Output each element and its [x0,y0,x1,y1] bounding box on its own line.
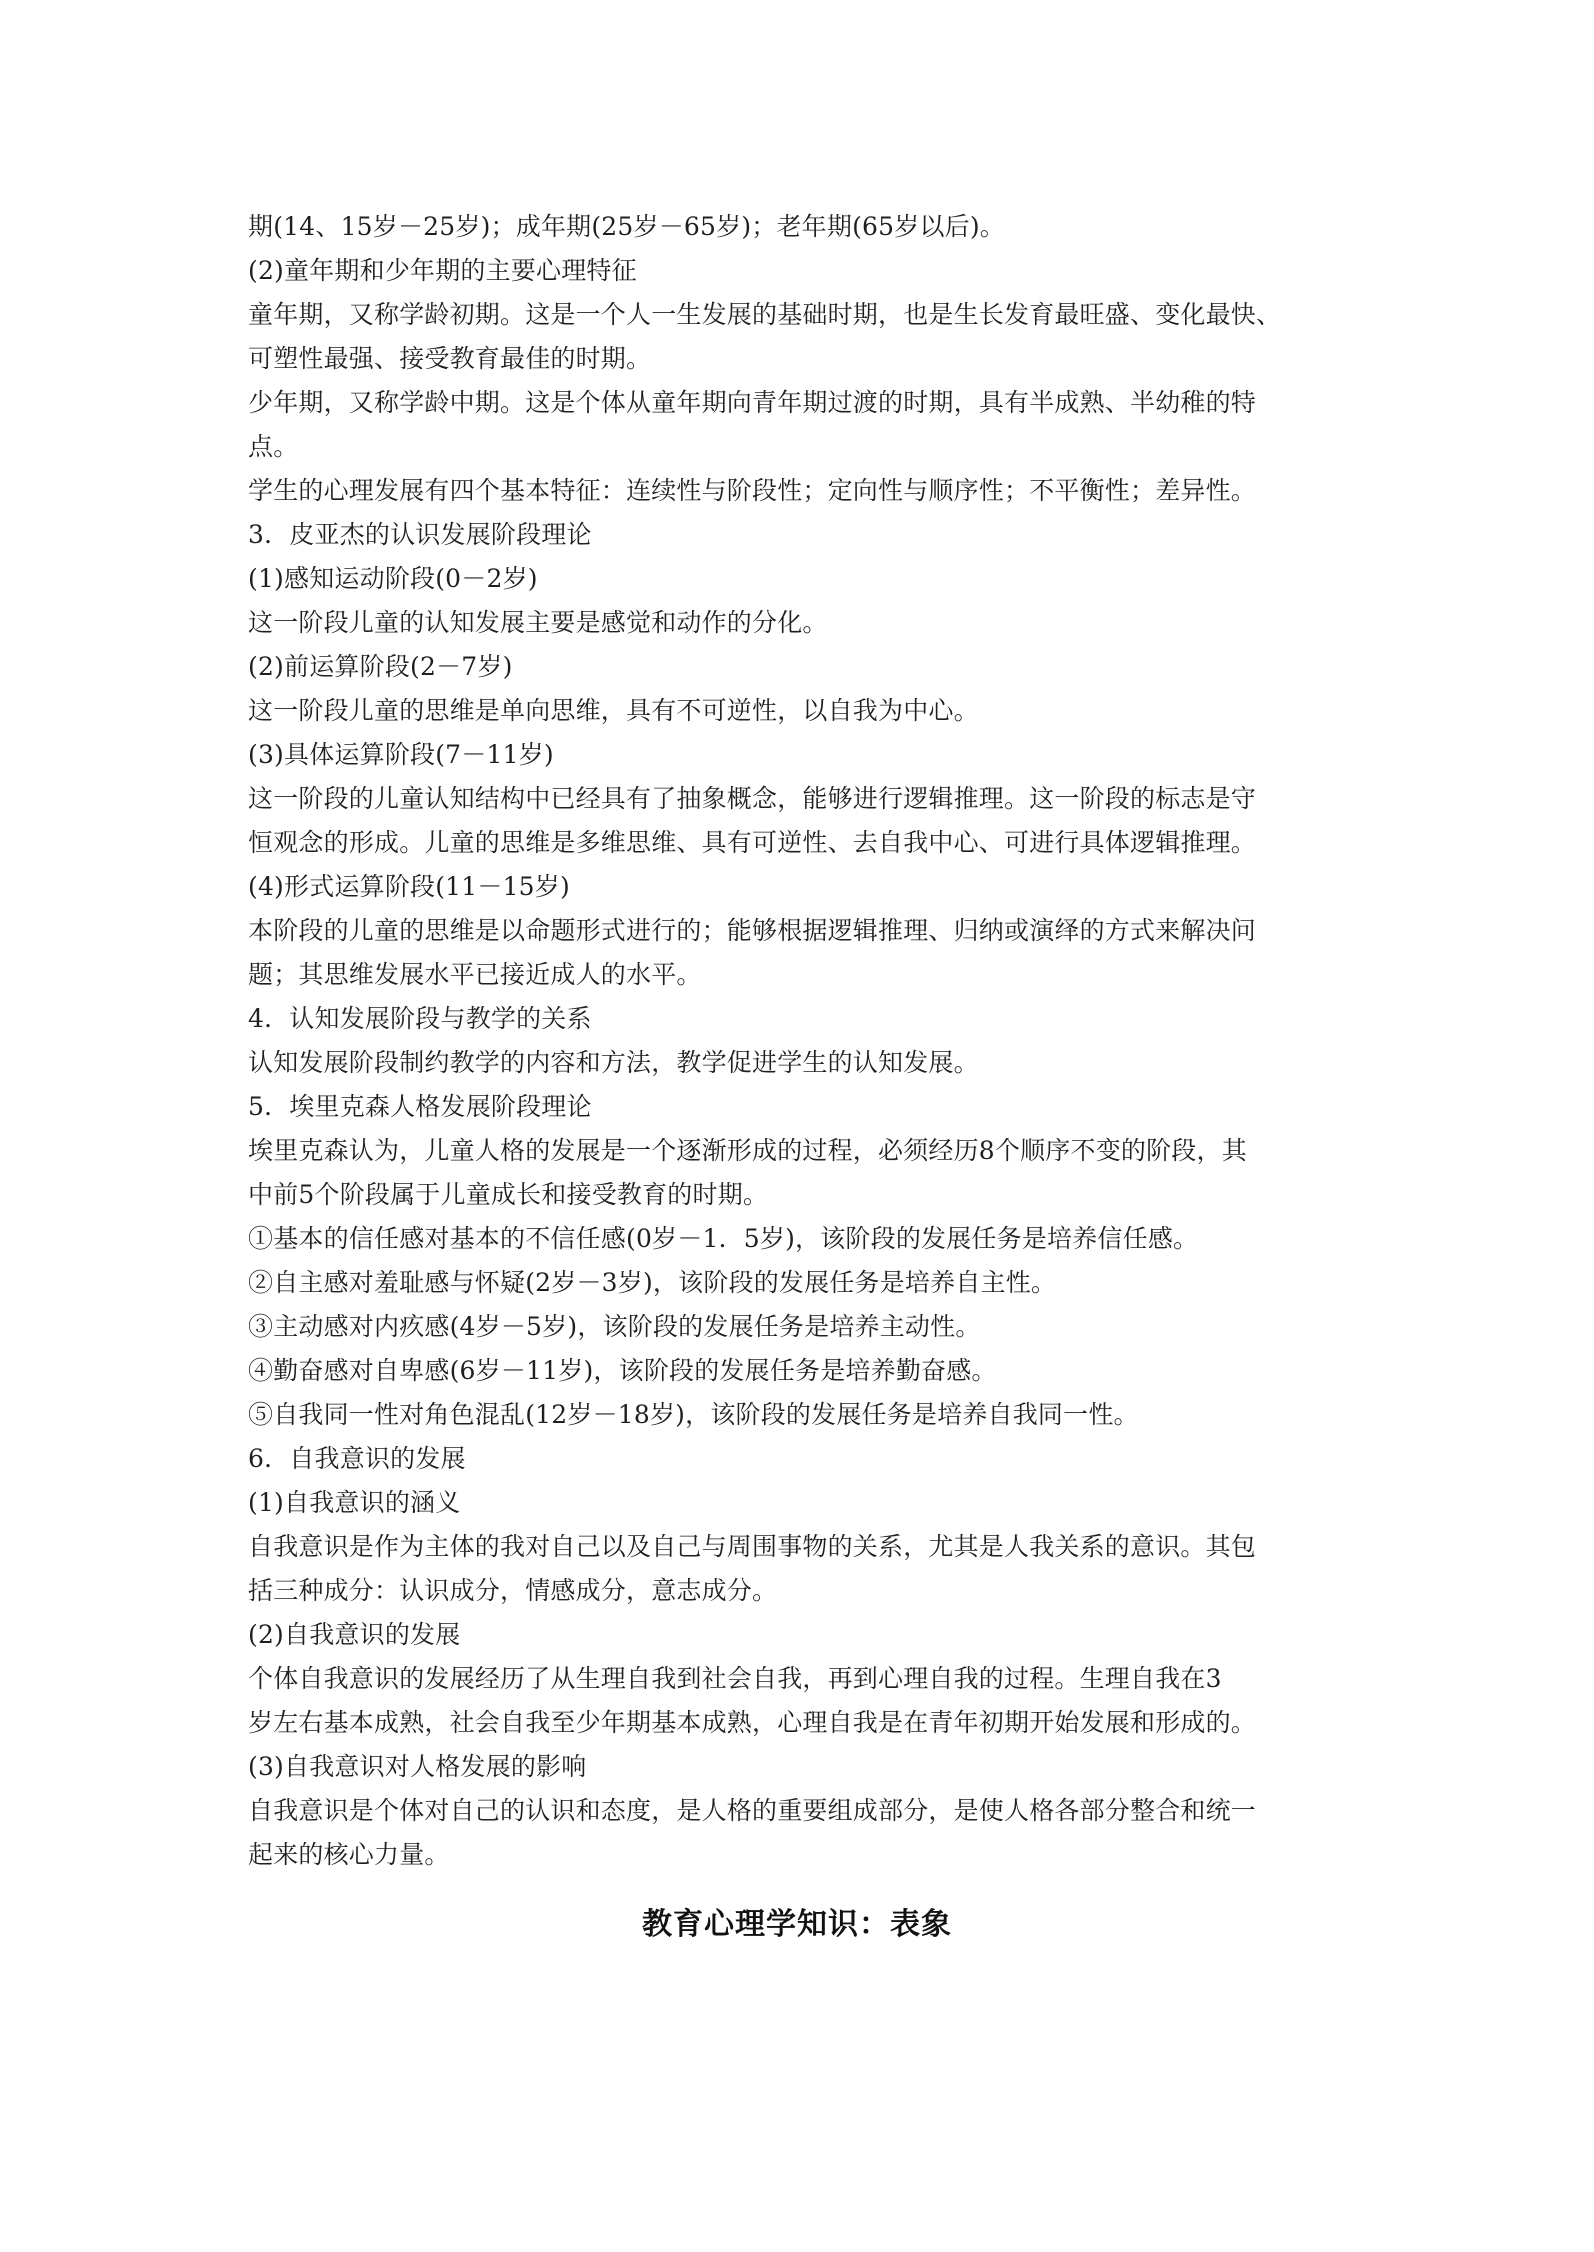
text-line: 6．自我意识的发展 [248,1444,466,1473]
text-line: 这一阶段的儿童认知结构中已经具有了抽象概念，能够进行逻辑推理。这一阶段的标志是守 [248,784,1257,813]
text-line: 个体自我意识的发展经历了从生理自我到社会自我，再到心理自我的过程。生理自我在3 [248,1664,1222,1693]
text-line: (2)自我意识的发展 [248,1620,461,1649]
text-line: 岁左右基本成熟，社会自我至少年期基本成熟，心理自我是在青年初期开始发展和形成的。 [248,1708,1257,1737]
section-title: 教育心理学知识：表象 [642,1907,952,1942]
text-line: (2)前运算阶段(2－7岁) [248,652,513,681]
text-line: 自我意识是作为主体的我对自己以及自己与周围事物的关系，尤其是人我关系的意识。其包 [248,1532,1257,1561]
text-line: (2)童年期和少年期的主要心理特征 [248,256,637,285]
text-line: 童年期，又称学龄初期。这是一个人一生发展的基础时期，也是生长发育最旺盛、变化最快、 [248,300,1282,329]
text-line: (1)感知运动阶段(0－2岁) [248,564,538,593]
text-line: 3．皮亚杰的认识发展阶段理论 [248,520,592,549]
text-line: ②自主感对羞耻感与怀疑(2岁－3岁)，该阶段的发展任务是培养自主性。 [248,1268,1057,1297]
text-line: 5．埃里克森人格发展阶段理论 [248,1092,592,1121]
text-line: 可塑性最强、接受教育最佳的时期。 [248,344,652,373]
text-line: 恒观念的形成。儿童的思维是多维思维、具有可逆性、去自我中心、可进行具体逻辑推理。 [248,828,1257,857]
text-line: ①基本的信任感对基本的不信任感(0岁－1．5岁)，该阶段的发展任务是培养信任感。 [248,1224,1199,1253]
text-line: ⑤自我同一性对角色混乱(12岁－18岁)，该阶段的发展任务是培养自我同一性。 [248,1400,1139,1429]
text-line: 4．认知发展阶段与教学的关系 [248,1004,592,1033]
text-line: (1)自我意识的涵义 [248,1488,461,1517]
text-line: 起来的核心力量。 [248,1840,450,1869]
text-line: 括三种成分：认识成分，情感成分，意志成分。 [248,1576,778,1605]
text-line: 这一阶段儿童的认知发展主要是感觉和动作的分化。 [248,608,828,637]
text-line: 中前5个阶段属于儿童成长和接受教育的时期。 [248,1180,769,1209]
text-line: 本阶段的儿童的思维是以命题形式进行的；能够根据逻辑推理、归纳或演绎的方式来解决问 [248,916,1257,945]
text-line: ③主动感对内疚感(4岁－5岁)，该阶段的发展任务是培养主动性。 [248,1312,981,1341]
body-text [248,205,1356,1877]
text-line: 点。 [248,432,299,461]
text-line: 期(14、15岁－25岁)；成年期(25岁－65岁)；老年期(65岁以后)。 [248,212,1005,241]
text-line: 埃里克森认为，儿童人格的发展是一个逐渐形成的过程，必须经历8个顺序不变的阶段，其 [248,1136,1247,1165]
text-line: 少年期，又称学龄中期。这是个体从童年期向青年期过渡的时期，具有半成熟、半幼稚的特 [248,388,1257,417]
text-line: 自我意识是个体对自己的认识和态度，是人格的重要组成部分，是使人格各部分整合和统一 [248,1796,1257,1825]
text-line: 题；其思维发展水平已接近成人的水平。 [248,960,702,989]
text-line: 学生的心理发展有四个基本特征：连续性与阶段性；定向性与顺序性；不平衡性；差异性。 [248,476,1257,505]
text-line: (3)自我意识对人格发展的影响 [248,1752,587,1781]
text-line: ④勤奋感对自卑感(6岁－11岁)，该阶段的发展任务是培养勤奋感。 [248,1356,997,1385]
text-line: 这一阶段儿童的思维是单向思维，具有不可逆性，以自我为中心。 [248,696,979,725]
text-line: (3)具体运算阶段(7－11岁) [248,740,554,769]
text-line: (4)形式运算阶段(11－15岁) [248,872,570,901]
text-line: 认知发展阶段制约教学的内容和方法，教学促进学生的认知发展。 [248,1048,979,1077]
